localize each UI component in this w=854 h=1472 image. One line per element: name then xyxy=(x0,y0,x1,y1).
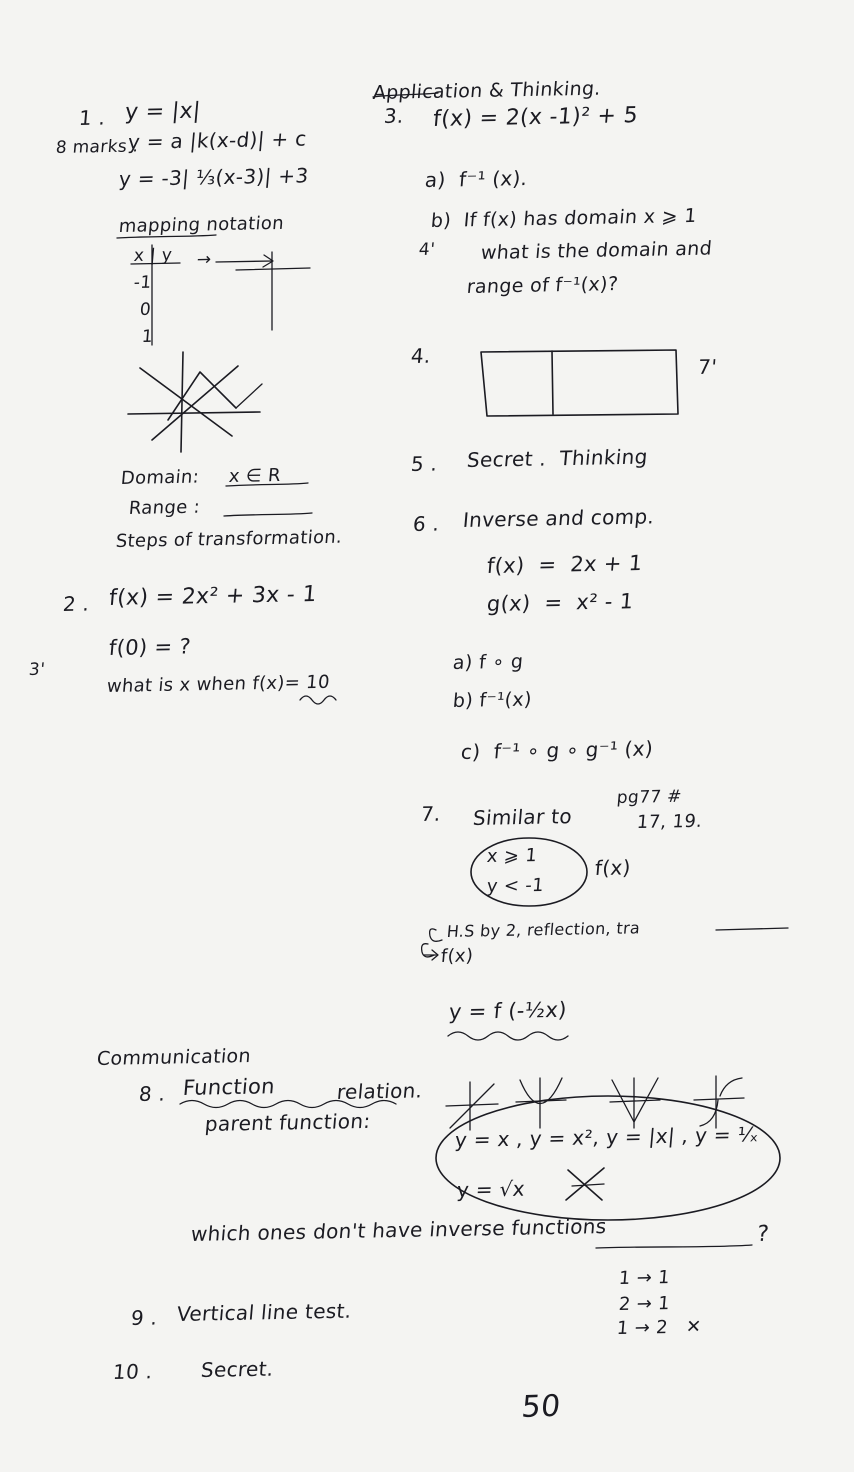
q3-line1: f(x) = 2(x -1)² + 5 xyxy=(432,103,639,132)
app-thinking-heading: Application & Thinking. xyxy=(372,77,602,104)
q1-table-row-2: 1 xyxy=(141,326,154,347)
q7-note-2: f(x) xyxy=(440,945,475,967)
q2-marks: 3' xyxy=(28,659,46,680)
q2-number: 2 . xyxy=(62,591,91,616)
q8-circled-line-2: y = √x xyxy=(456,1176,526,1202)
q7-circled-1: x ⩾ 1 xyxy=(486,845,539,867)
q7-ref1: pg77 # xyxy=(616,786,683,808)
q1-table-header: x | y xyxy=(133,245,173,266)
q6-line1: f(x) = 2x + 1 xyxy=(486,551,644,578)
q1-table-arrow: → xyxy=(196,249,213,270)
q1-mapping-label: mapping notation xyxy=(118,212,285,237)
q4-number: 4. xyxy=(410,343,432,368)
q3-number: 3. xyxy=(383,103,405,128)
q8-mapping-3: 1 → 2 ✕ xyxy=(616,1316,703,1339)
q6-part-b: b) f⁻¹(x) xyxy=(452,688,533,712)
q1-range-label: Range : xyxy=(128,496,201,519)
q8-parent-label: parent function: xyxy=(204,1108,372,1136)
q2-line2: f(0) = ? xyxy=(108,634,192,660)
q8-question: which ones don't have inverse functions xyxy=(190,1214,608,1246)
q8-mapping-1: 1 → 1 xyxy=(618,1267,671,1289)
q7-note-1: H.S by 2, reflection, tra xyxy=(446,918,641,941)
signature: 50 xyxy=(520,1388,563,1425)
q8-mapping-2: 2 → 1 xyxy=(618,1293,671,1315)
q8-word-2: relation. xyxy=(336,1078,424,1104)
q8-question-mark: ? xyxy=(756,1221,771,1247)
q6-number: 6 . xyxy=(412,511,441,536)
q7-ref2: 17, 19. xyxy=(636,810,704,833)
q9-text: Vertical line test. xyxy=(176,1298,353,1326)
q1-domain-label: Domain: xyxy=(120,466,200,489)
q9-number: 9 . xyxy=(130,1305,159,1330)
q1-marks: 8 marks . xyxy=(55,136,140,158)
q1-line1: y = |x| xyxy=(124,98,202,125)
communication-heading: Communication xyxy=(96,1045,252,1070)
q3-marks: 4' xyxy=(418,239,436,260)
q7-result: y = f (-½x) xyxy=(448,997,568,1024)
q2-line1: f(x) = 2x² + 3x - 1 xyxy=(108,582,318,611)
q1-number: 1 . xyxy=(78,105,107,130)
q6-title: Inverse and comp. xyxy=(462,504,656,532)
q3-part-b2: what is the domain and xyxy=(480,237,714,264)
q8-number: 8 . xyxy=(138,1081,167,1106)
q7-text: Similar to xyxy=(472,804,574,830)
q7-circled-2: y < -1 xyxy=(486,874,545,897)
q10-number: 10 . xyxy=(112,1359,154,1384)
q4-marks: 7' xyxy=(697,354,718,379)
q2-line3: what is x when f(x)= 10 xyxy=(106,671,331,697)
q3-part-a: a) f⁻¹ (x). xyxy=(424,166,529,192)
q6-line2: g(x) = x² - 1 xyxy=(486,589,635,616)
q1-table-row-0: -1 xyxy=(133,272,153,293)
q5-number: 5 . xyxy=(410,451,439,476)
q1-steps-label: Steps of transformation. xyxy=(115,526,344,552)
q3-part-b: b) If f(x) has domain x ⩾ 1 xyxy=(430,204,698,232)
q8-circled-line-1: y = x , y = x², y = |x| , y = ¹⁄ₓ xyxy=(454,1122,760,1152)
q8-word-1: Function xyxy=(182,1074,276,1100)
q3-part-b3: range of f⁻¹(x)? xyxy=(466,273,620,298)
q1-table-row-1: 0 xyxy=(139,299,152,320)
q6-part-a: a) f ∘ g xyxy=(452,650,525,674)
q7-number: 7. xyxy=(420,801,442,826)
q10-text: Secret. xyxy=(200,1356,275,1382)
q1-line2: y = a |k(x-d)| + c xyxy=(127,126,308,154)
q6-part-c: c) f⁻¹ ∘ g ∘ g⁻¹ (x) xyxy=(460,736,655,764)
q1-domain-value: x ∈ R xyxy=(228,465,282,487)
q1-line3: y = -3| ⅓(x-3)| +3 xyxy=(118,163,310,191)
q7-circled-fn: f(x) xyxy=(594,855,632,880)
q5-text: Secret . Thinking xyxy=(466,444,649,472)
